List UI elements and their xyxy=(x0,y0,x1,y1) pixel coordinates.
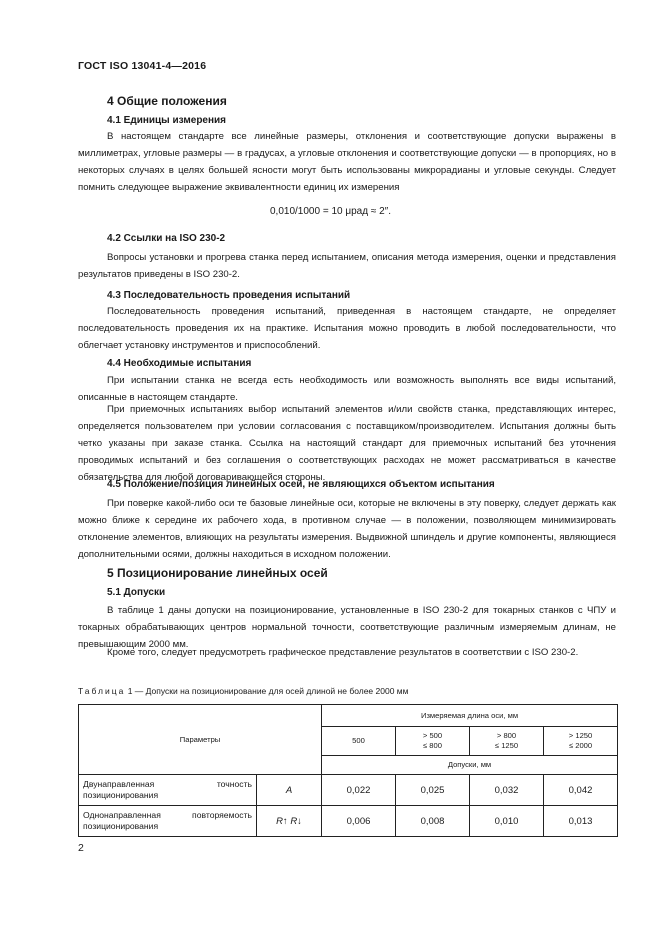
section-5-1-title: 5.1 Допуски xyxy=(107,587,166,598)
col-500: 500 xyxy=(322,727,396,756)
section-4-3-title: 4.3 Последовательность проведения испытаний xyxy=(107,290,351,301)
row-name: Однонаправленная повторяемость позиционирования xyxy=(79,806,257,837)
section-5-title: 5 Позиционирование линейных осей xyxy=(107,566,328,580)
row-value: 0,006 xyxy=(322,806,396,837)
row-value: 0,042 xyxy=(544,775,618,806)
page-number: 2 xyxy=(78,842,84,854)
section-4-4-title: 4.4 Необходимые испытания xyxy=(107,358,252,369)
section-5-1-text-2: Кроме того, следует предусмотреть графическое представление результатов в соответствии с ISO 230-2. xyxy=(107,647,579,658)
tolerance-header: Допуски, мм xyxy=(322,756,618,775)
section-4-5-text: При поверке какой-либо оси те базовые линейные оси, которые не включены в эту поверку, следует держать как можно ближе к середине их рабочего хода, в противном случае — в положении, позволяющем минимизировать отклонение элементов, влияющих на результаты измерения. Выдвижной шпиндель и другие компоненты, являющиеся дополнительными осями, должны находиться в исходном положении. xyxy=(78,498,616,560)
col-1250-2000: > 1250 ≤ 2000 xyxy=(544,727,618,756)
row-value: 0,013 xyxy=(544,806,618,837)
row-value: 0,022 xyxy=(322,775,396,806)
section-4-1-text: В настоящем стандарте все линейные размеры, отклонения и соответствующие допуски выражены в миллиметрах, угловые размеры — в градусах, а угловые отклонения и соответствующие допуски — в пропорциях, но в некоторых случаях в целях большей ясности могут быть использованы микрорадианы и угловые секунды. Следует помнить следующее выражение эквивалентности единиц их измерения xyxy=(78,131,616,193)
table-row xyxy=(79,775,618,806)
length-header: Измеряемая длина оси, мм xyxy=(322,705,618,727)
col-800-1250: > 800 ≤ 1250 xyxy=(470,727,544,756)
row-symbol: R↑ R↓ xyxy=(257,806,322,837)
section-4-3-text: Последовательность проведения испытаний, приведенная в настоящем стандарте, не определяет последовательность проведения их на практике. Испытания можно проводить в любой последовательности, что облегчает установку инструментов и приспособлений. xyxy=(78,306,616,351)
section-4-title: 4 Общие положения xyxy=(107,94,227,108)
row-value: 0,025 xyxy=(396,775,470,806)
section-4-2-title: 4.2 Ссылки на ISO 230-2 xyxy=(107,233,226,244)
row-name: Двунаправленная точность позиционирования xyxy=(79,775,257,806)
table-row xyxy=(79,806,618,837)
section-4-1-title: 4.1 Единицы измерения xyxy=(107,115,227,126)
section-4-4-text-1: При испытании станка не всегда есть необходимость или возможность выполнять все виды испытаний, описанные в настоящем стандарте. xyxy=(78,375,616,403)
table-caption: Таблица 1 — Допуски на позиционирование для осей длиной не более 2000 мм xyxy=(78,686,409,696)
row-value: 0,010 xyxy=(470,806,544,837)
section-4-4-text-2: При приемочных испытаниях выбор испытаний элементов и/или свойств станка, представляющих интерес, определяется пользователем при условии согласования с поставщиком/производителем. Испытания должны быть четко указаны при заказе станка. Ссылка на настоящий стандарт для приемочных испытаний без уточнения проводимых испытаний и без соглашения о соответствующих расходах не может рассматриваться в качестве обязательства для любой договаривающейся стороны. xyxy=(78,404,616,483)
equivalence-formula: 0,010/1000 = 10 μрад ≈ 2″. xyxy=(270,206,391,217)
row-value: 0,008 xyxy=(396,806,470,837)
standard-header: ГОСТ ISO 13041-4—2016 xyxy=(78,60,207,72)
col-500-800: > 500 ≤ 800 xyxy=(396,727,470,756)
section-5-1-text-1: В таблице 1 даны допуски на позиционирование, установленные в ISO 230-2 для токарных станков с ЧПУ и токарных обрабатывающих центров нормальной точности, соответствующие различным измеряемым длинам, не превышающим 2000 мм. xyxy=(78,605,616,650)
section-4-2-text: Вопросы установки и прогрева станка перед испытанием, описания метода измерения, оценки и представления результатов приведены в ISO 230-2. xyxy=(78,252,616,280)
row-symbol: A xyxy=(257,775,322,806)
section-4-5-title: 4.5 Положение/позиция линейных осей, не являющихся объектом испытания xyxy=(107,479,495,490)
tolerance-table xyxy=(78,704,618,837)
row-value: 0,032 xyxy=(470,775,544,806)
param-header: Параметры xyxy=(79,705,322,775)
